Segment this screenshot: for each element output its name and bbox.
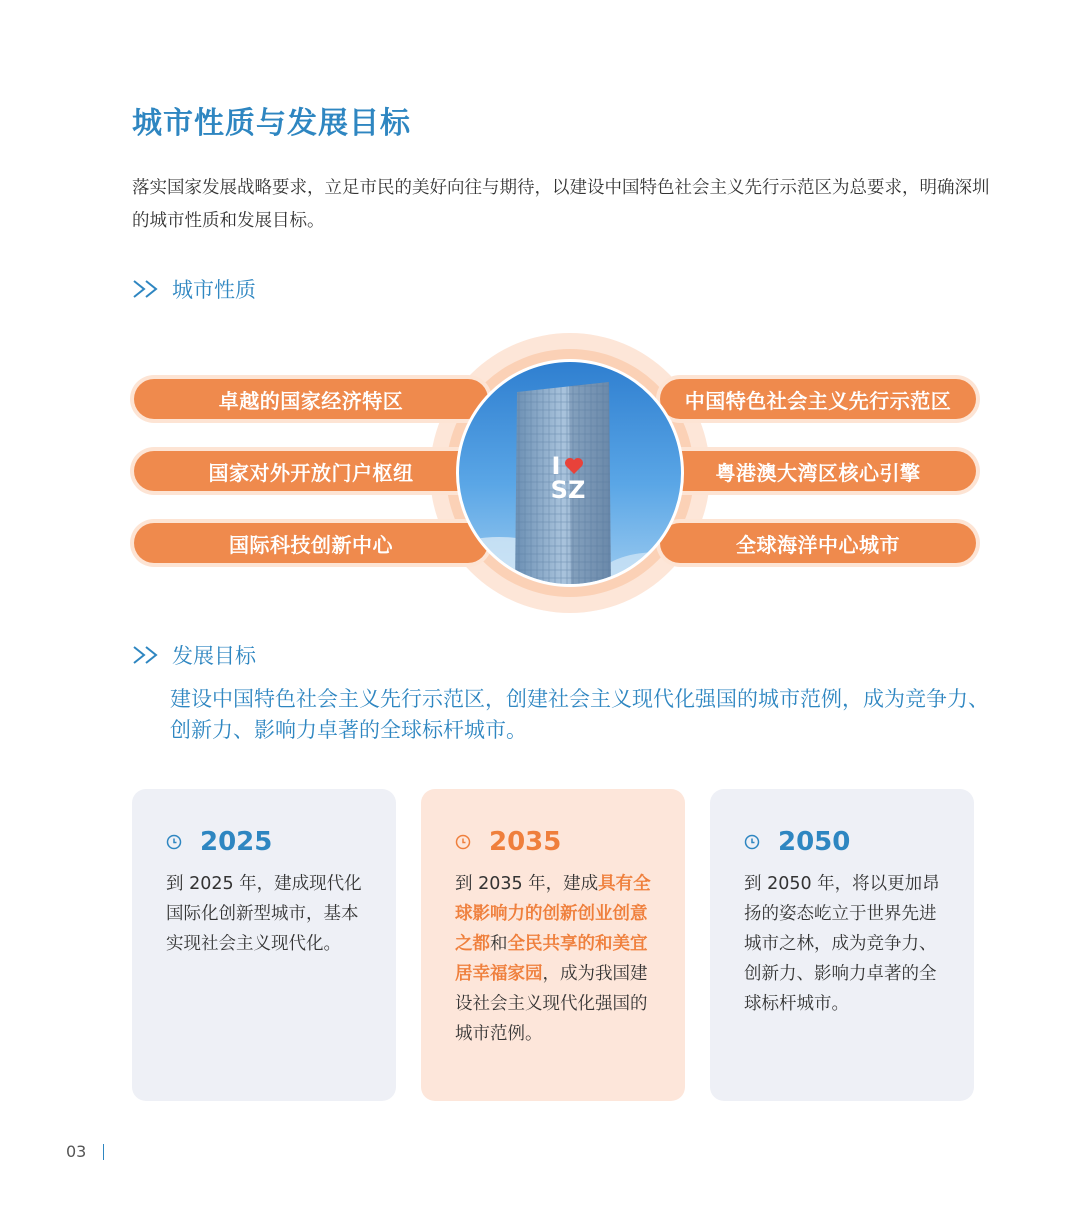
tower-photo	[456, 359, 684, 587]
page-title: 城市性质与发展目标	[132, 106, 411, 141]
double-chevron-icon	[132, 644, 162, 666]
intro-paragraph: 落实国家发展战略要求，立足市民的美好向往与期待，以建设中国特色社会主义先行示范区为总要求，明确深圳的城市性质和发展目标。	[132, 178, 990, 231]
pill-right-3: 全球海洋中心城市	[660, 523, 976, 563]
development-statement: 建设中国特色社会主义先行示范区，创建社会主义现代化强国的城市范例，成为竞争力、创新力、影响力卓著的全球标杆城市。	[170, 687, 989, 742]
section-heading-development	[132, 640, 256, 670]
section-heading-nature-label: 城市性质	[172, 278, 256, 302]
double-chevron-icon	[132, 278, 162, 300]
card-text-part: 和	[490, 934, 508, 954]
card-highlight: 具有全球影响力的创新创业创意之都	[455, 874, 651, 954]
card-text: 到 2050 年，将以更加昂扬的姿态屹立于世界先进城市之林，成为竞争力、创新力、影响力卓著的全球标杆城市。	[744, 874, 940, 1014]
sign-letter-i: I	[551, 452, 561, 480]
clock-icon	[744, 834, 760, 850]
pill-right-2: 粤港澳大湾区核心引擎	[660, 451, 976, 491]
page-number: 03	[66, 1142, 87, 1161]
heart-icon	[564, 457, 584, 475]
clock-icon	[166, 834, 182, 850]
card-year: 2025	[200, 827, 273, 857]
page-number-divider	[103, 1144, 104, 1160]
goal-card-2035	[421, 789, 685, 1101]
goal-card-2050	[710, 789, 974, 1101]
card-highlight: 全民共享的和美宜居幸福家园	[455, 934, 648, 984]
card-text	[455, 869, 651, 1049]
card-text-part: 到 2035 年，建成	[455, 874, 599, 894]
pill-right-1: 中国特色社会主义先行示范区	[660, 379, 976, 419]
section-heading-nature	[132, 274, 256, 304]
card-text-part: ，成为我国建设社会主义现代化强国的城市范例。	[455, 964, 648, 1044]
pill-left-3: 国际科技创新中心	[134, 523, 488, 563]
goal-card-2025	[132, 789, 396, 1101]
card-year: 2035	[489, 827, 562, 857]
pill-left-2: 国家对外开放门户枢纽	[134, 451, 488, 491]
clock-icon	[455, 834, 471, 850]
card-text: 到 2025 年，建成现代化国际化创新型城市，基本实现社会主义现代化。	[166, 874, 362, 954]
card-year: 2050	[778, 827, 851, 857]
sign-letters-sz: SZ	[550, 476, 586, 504]
section-heading-development-label: 发展目标	[172, 644, 256, 668]
pill-left-1: 卓越的国家经济特区	[134, 379, 488, 419]
